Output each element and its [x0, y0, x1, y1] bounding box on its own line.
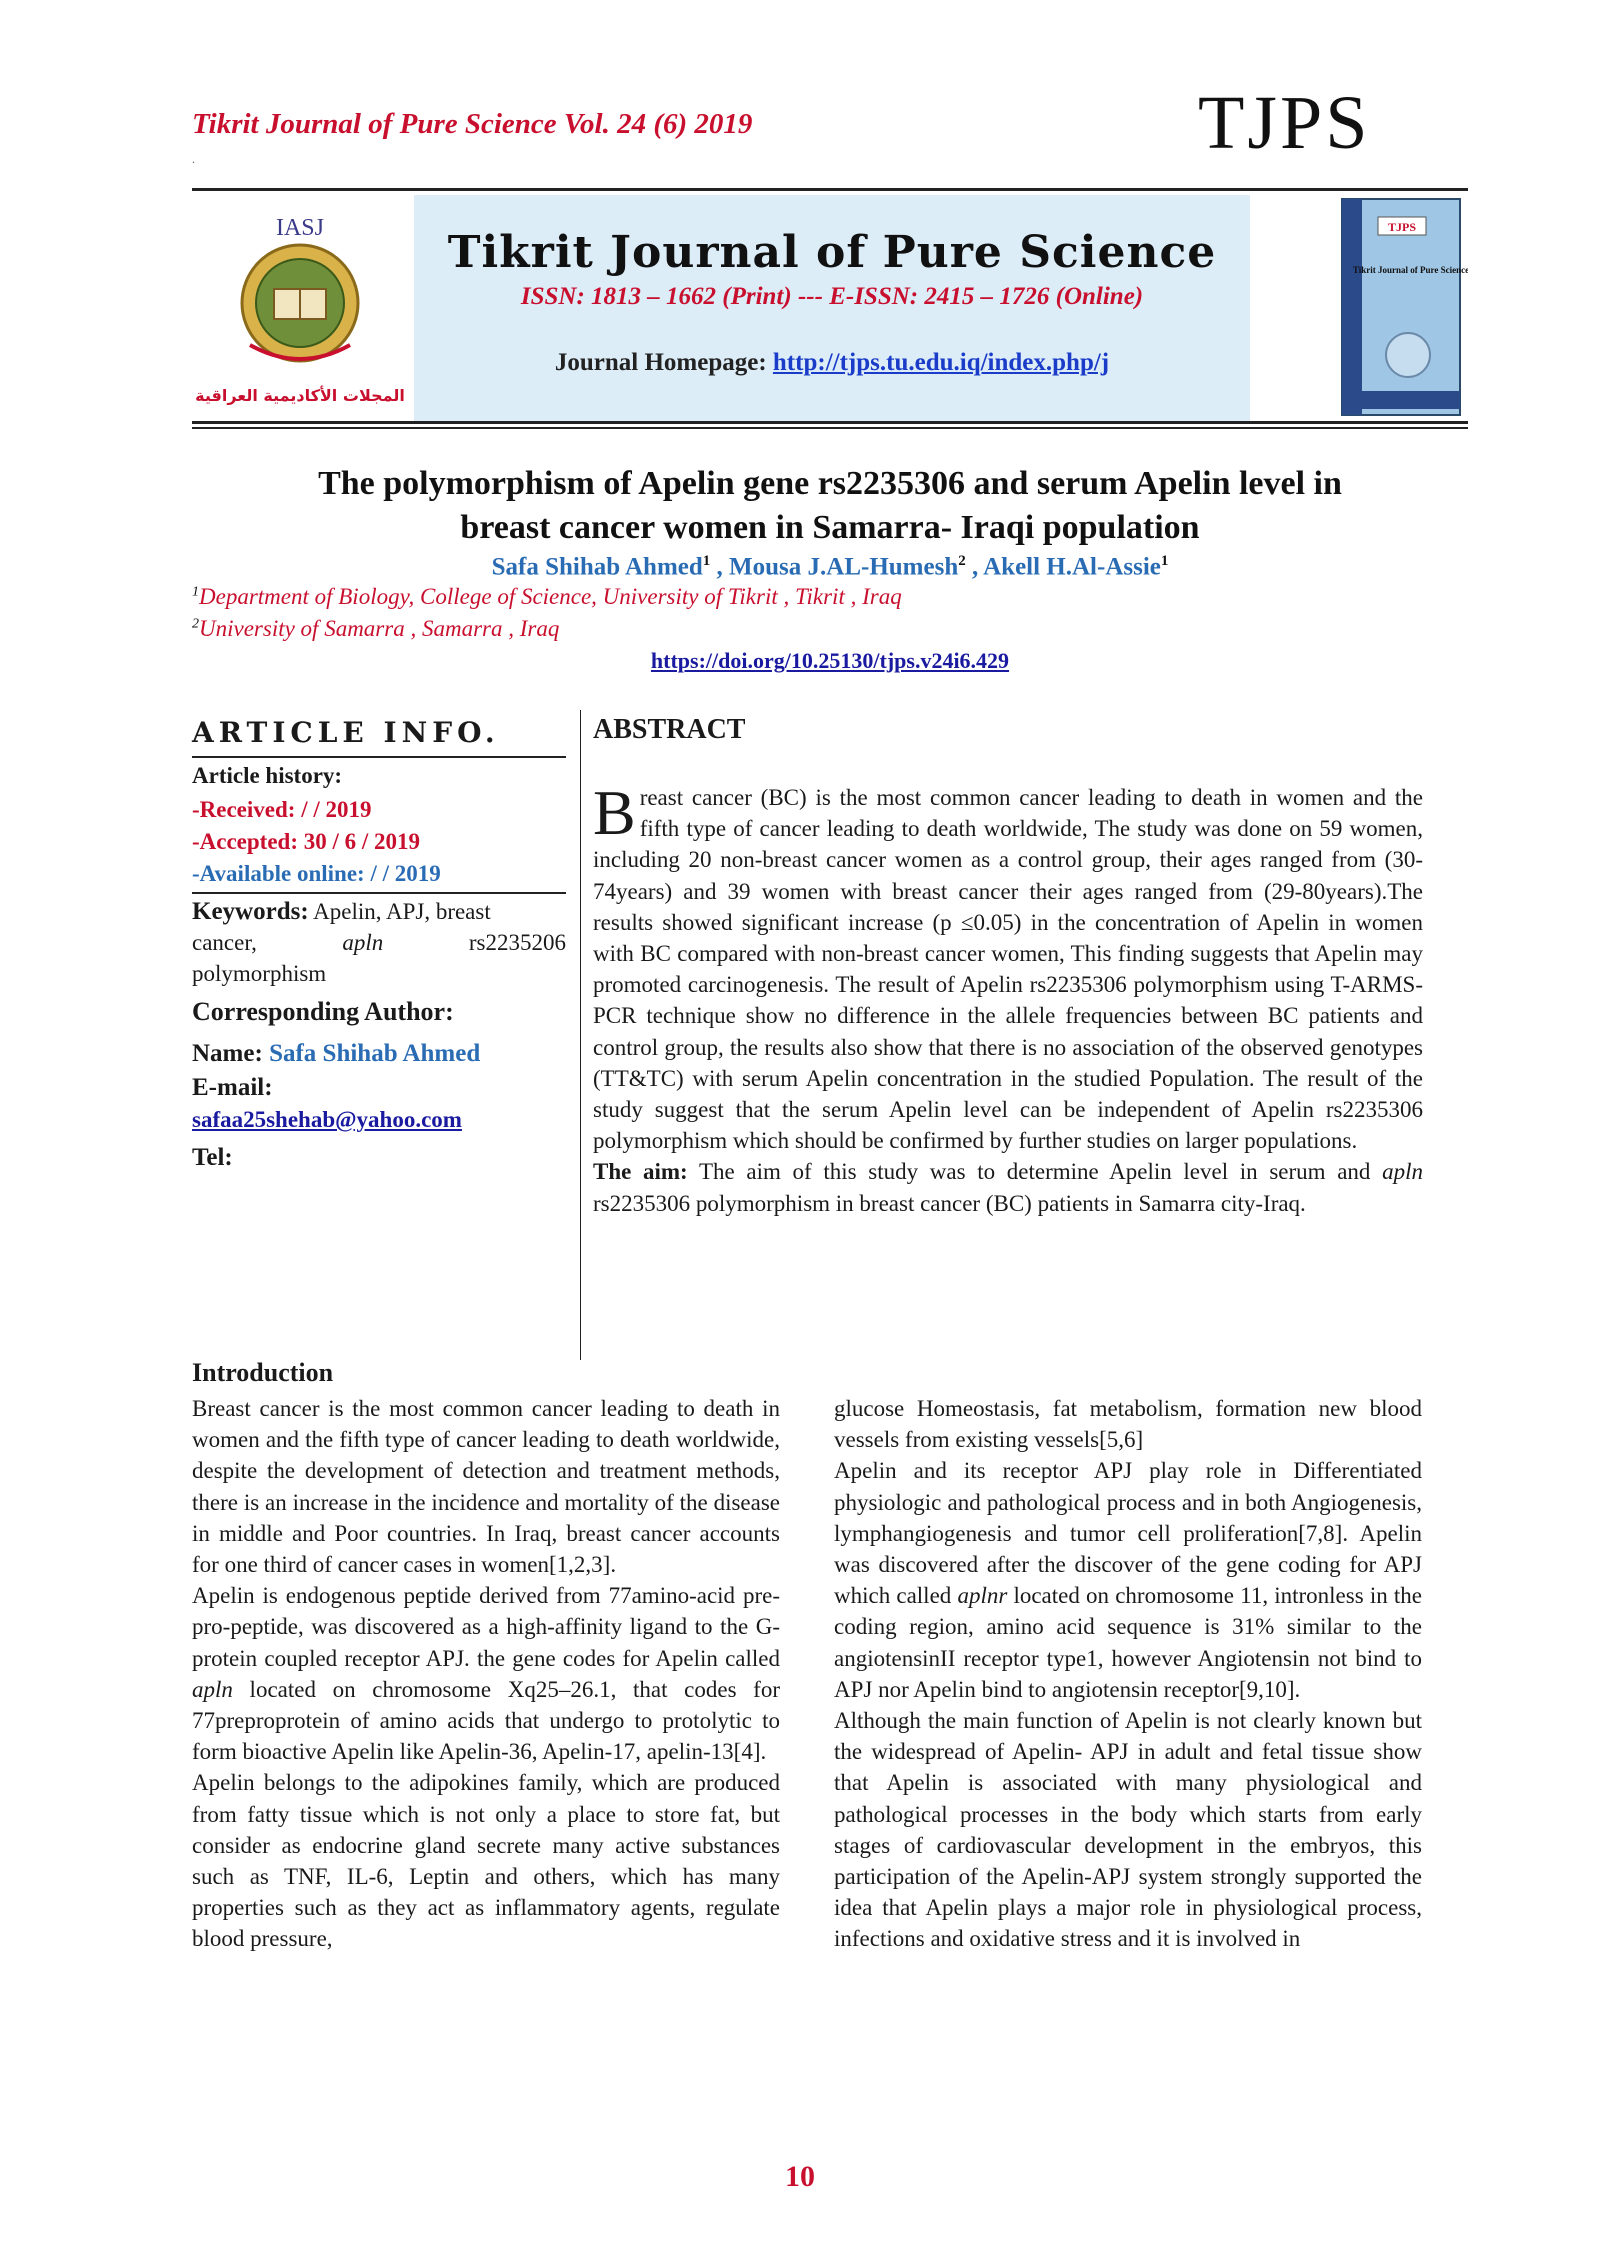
received-date: -Received: / / 2019 [192, 797, 372, 822]
paragraph-text: Apelin is endogenous peptide derived from 77amino-acid pre-pro-peptide, was discovered as a high-affinity ligand to the G-protein coupled receptor APJ. the gene codes for Apelin called [192, 1583, 780, 1671]
running-title: Tikrit Journal of Pure Science Vol. 24 (6) 2019 [192, 108, 753, 140]
name-value: Safa Shihab Ahmed [269, 1040, 481, 1067]
gene-name: apln [192, 1676, 233, 1702]
article-info-heading: ARTICLE INFO. [192, 716, 500, 749]
author-separator: , [965, 553, 984, 581]
paragraph-text: located on chromosome 11, intronless in the coding region, amino acid sequence is 31% similar to the angiotensinII receptor type1, however Angiotensin not bind to APJ nor Apelin bind to angiotensin receptor[9,10]. [834, 1583, 1422, 1702]
aim-gene: apln [1382, 1159, 1423, 1185]
cover-title: Tikrit Journal of Pure Science [1352, 265, 1468, 275]
author-affiliation-mark: 1 [702, 553, 711, 569]
page-number: 10 [785, 2160, 815, 2193]
journal-brand-logo: TJPS [1198, 81, 1371, 165]
introduction-right-column [834, 1393, 1422, 1955]
abstract-aim [593, 1156, 1423, 1218]
column-divider [580, 710, 581, 1360]
email-link[interactable]: safaa25shehab@yahoo.com [192, 1107, 462, 1132]
keywords [192, 896, 566, 989]
introduction-left-column [192, 1393, 780, 1955]
paragraph: Apelin belongs to the adipokines family, which are produced from fatty tissue which is not only a place to store fat, but consider as endocrine gland secrete many active substances such as TNF, IL-6, Leptin and others, which has many properties such as they act as inflammatory agents, regulate blood pressure, [192, 1770, 780, 1952]
homepage-label: Journal Homepage: [554, 349, 773, 376]
author-name: Safa Shihab Ahmed [491, 553, 703, 581]
accepted-date: -Accepted: 30 / 6 / 2019 [192, 829, 421, 854]
abstract-text: reast cancer (BC) is the most common cancer leading to death in women and the fifth type of cancer leading to death worldwide, The study was done on 59 women, including 20 non-breast cancer women as a control group, their ages ranged from (30-74years) and 39 women with breast cancer their ages ranged from (29-80years).The results showed significant increase (p ≤0.05) in the concentration of Apelin in women with BC compared with non-breast cancer women, This finding suggests that Apelin may promoted carcinogenesis. The result of Apelin rs2235306 polymorphism using T-ARMS-PCR technique show no difference in the allele frequencies between BC patients and control group, the results also show that there is no association of the observed genotypes (TT&TC) with serum Apelin concentration in the studied Population. The result of the study suggest that the serum Apelin level can be independent of Apelin rs2235306 polymorphism which should be confirmed by further studies on larger populations. [593, 785, 1423, 1154]
article-info-rule [192, 892, 566, 894]
introduction-heading: Introduction [192, 1358, 334, 1387]
homepage-link[interactable]: http://tjps.tu.edu.iq/index.php/j [772, 349, 1110, 376]
affiliation-text: Department of Biology, College of Science, University of Tikrit , Tikrit , Iraq [199, 584, 902, 609]
affiliation-1 [192, 584, 902, 610]
aim-text: The aim of this study was to determine Apelin level in serum and [687, 1159, 1383, 1185]
paragraph [834, 1455, 1422, 1705]
paragraph-text: located on chromosome Xq25–26.1, that codes for 77preproprotein of amino acids that undergo to protolytic to form bioactive Apelin like Apelin-36, Apelin-17, apelin-13[4]. [192, 1676, 780, 1765]
keyword-gene: apln [342, 930, 384, 955]
journal-name: Tikrit Journal of Pure Science [447, 227, 1217, 278]
author-name: Mousa J.AL-Humesh [729, 553, 959, 581]
article-history-label: Article history: [192, 763, 343, 788]
author-separator: , [710, 553, 730, 581]
header-dot: . [192, 152, 195, 166]
author-name: Akell H.Al-Assie [983, 553, 1161, 581]
iasj-emblem-icon [192, 195, 414, 421]
paragraph: glucose Homeostasis, fat metabolism, formation new blood vessels from existing vessels[5,6] [834, 1396, 1422, 1453]
iasj-arabic-caption: المجلات الأكاديمية العراقية [195, 386, 405, 405]
email-label: E-mail: [192, 1074, 273, 1101]
corresponding-author-label: Corresponding Author: [192, 997, 454, 1026]
keywords-text: Apelin, APJ, breast [308, 899, 491, 924]
affiliation-2 [192, 616, 559, 642]
header-rule [192, 188, 1468, 191]
paper-title [192, 462, 1468, 550]
journal-issn: ISSN: 1813 – 1662 (Print) --- E-ISSN: 2415 – 1726 (Online) [520, 283, 1144, 310]
gene-name: aplnr [957, 1583, 1008, 1609]
abstract-body [593, 777, 1423, 1219]
journal-cover-thumbnail [1250, 195, 1468, 421]
journal-homepage [414, 349, 1250, 377]
paragraph [192, 1580, 780, 1767]
article-info-rule [192, 756, 566, 758]
abstract-heading: ABSTRACT [593, 714, 746, 745]
affiliation-text: University of Samarra , Samarra , Iraq [199, 616, 560, 641]
email [192, 1104, 566, 1136]
paragraph: Breast cancer is the most common cancer leading to death in women and the fifth type of cancer leading to death worldwide, despite the development of detection and treatment methods, there is an increase in the incidence and mortality of the disease in middle and Poor countries. In Iraq, breast cancer accounts for one third of cancer cases in women[1,2,3]. [192, 1396, 780, 1578]
affiliation-mark: 1 [192, 584, 199, 600]
keyword: cancer, [192, 930, 257, 955]
banner-center [414, 195, 1250, 421]
iasj-caption: IASJ [275, 215, 325, 241]
available-online-date: -Available online: / / 2019 [192, 861, 441, 886]
aim-label: The aim: [593, 1159, 688, 1185]
paragraph: Although the main function of Apelin is not clearly known but the widespread of Apelin- APJ in adult and fetal tissue show that Apelin is associated with many physiological and pathological processes in the body which starts from early stages of cardiovascular development in the embryos, this participation of the Apelin-APJ system strongly supported the idea that Apelin plays a major role in physiological process, infections and oxidative stress and it is involved in [834, 1708, 1422, 1952]
doi [192, 648, 1468, 674]
affiliation-mark: 2 [192, 616, 199, 632]
keywords-label: Keywords: [192, 898, 309, 925]
keyword-snp: rs2235206 [468, 930, 566, 955]
tel-label: Tel: [192, 1144, 233, 1171]
cover-image-icon [1250, 195, 1468, 421]
title-line-1: The polymorphism of Apelin gene rs2235306 and serum Apelin level in [318, 465, 1342, 502]
banner-rule-thin [192, 427, 1468, 429]
author-list [192, 553, 1468, 581]
author-affiliation-mark: 1 [1160, 553, 1169, 569]
keyword: polymorphism [192, 961, 327, 986]
iasj-logo [192, 195, 414, 421]
corresponding-name [192, 1038, 566, 1070]
cover-label: TJPS [1387, 220, 1417, 234]
title-line-2: breast cancer women in Samarra- Iraqi population [460, 509, 1200, 546]
paragraph-text: Apelin and its receptor APJ play role in Differentiated physiologic and pathological process and in both Angiogenesis, lymphangiogenesis and tumor cell proliferation[7,8]. Apelin was discovered after the discover of the gene coding for APJ which called [834, 1458, 1422, 1609]
author-affiliation-mark: 2 [958, 553, 966, 569]
banner-rule [192, 421, 1468, 424]
name-label: Name: [192, 1040, 270, 1067]
journal-banner [192, 195, 1468, 421]
aim-text-end: rs2235306 polymorphism in breast cancer (BC) patients in Samarra city-Iraq. [593, 1190, 1306, 1216]
abstract-dropcap: B [593, 777, 636, 848]
doi-link[interactable]: https://doi.org/10.25130/tjps.v24i6.429 [650, 648, 1010, 673]
